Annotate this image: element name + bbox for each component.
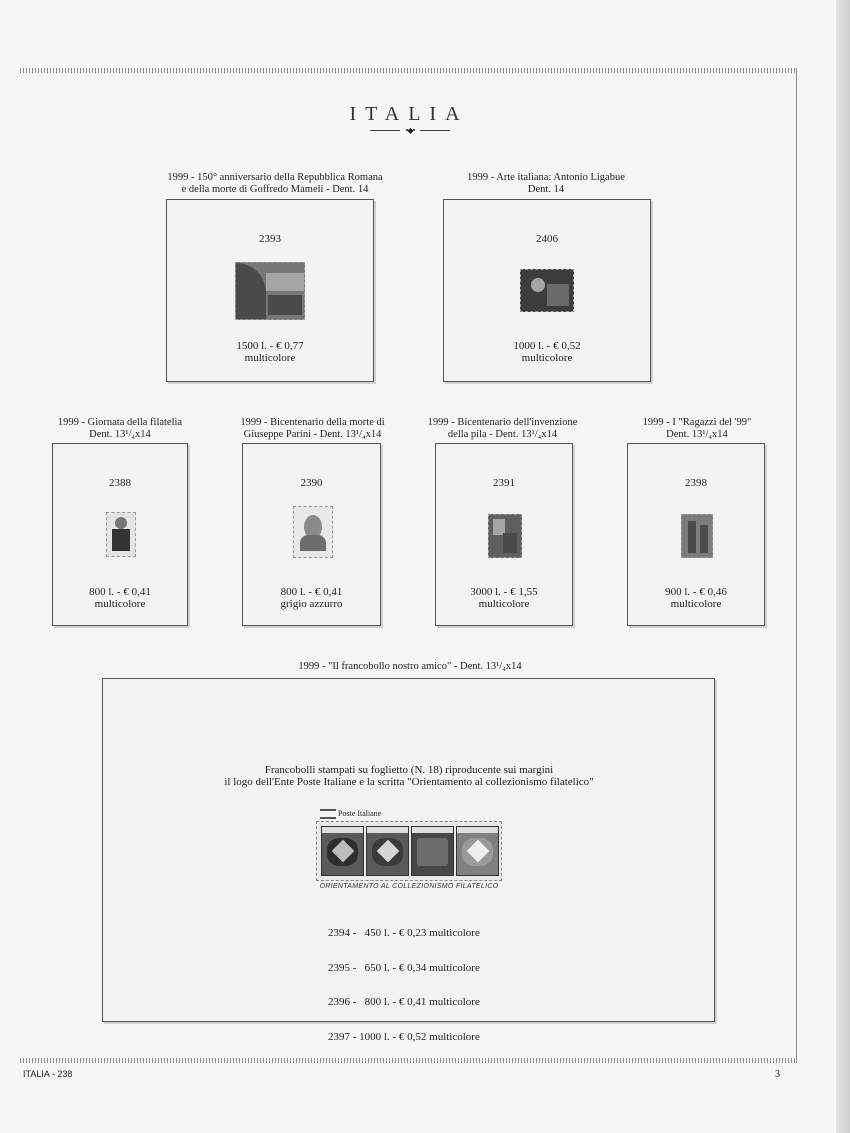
catalogue-number: 2398 [685,477,707,489]
stamp-color: multicolore [244,352,296,364]
minisheet-frame [316,821,502,881]
stamp-value: 3000 l. - € 1,55 [470,586,538,598]
minisheet-stamp [321,826,364,876]
catalogue-number: 2406 [536,233,558,245]
stamp-mount-2388[interactable] [52,443,188,626]
caption-minisheet: 1999 - "Il francobollo nostro amico" - Dent. 13¹/₄x14 [298,661,522,672]
minisheet-description-1: Francobolli stampati su foglietto (N. 18) riproducente sui margini [264,764,554,776]
stamp-value: 800 l. - € 0,41 [280,586,343,598]
stamp-mount-2390[interactable] [242,443,381,626]
catalogue-number: 2390 [300,477,323,489]
bottom-border-pattern [20,1058,797,1063]
page-title: ITALIA [349,103,469,125]
minisheet-description-2: il logo dell'Ente Poste Italiane e la scritta "Orientamento al collezionismo filatelico" [224,776,594,788]
caption-2406: 1999 - Arte italiana: Antonio Ligabue Dent. 14 [467,172,625,195]
stamp-image [106,512,136,557]
right-frame-line [796,68,797,1063]
minisheet-stamp [366,826,409,876]
caption-2393: 1999 - 150° anniversario della Repubblica Romana e della morte di Goffredo Mameli - Dent. 14 [167,172,383,195]
minisheet-stamp [456,826,499,876]
list-item: 2397 - 1000 l. - € 0,52 multicolore [328,1030,480,1043]
stamp-mount-2391[interactable] [435,443,573,626]
stamp-image [235,262,305,320]
caption-2398: 1999 - I "Ragazzi del '99" Dent. 13¹/₄x14 [642,417,752,440]
minisheet-stamp-list [328,905,480,1055]
minisheet-stamp [411,826,454,876]
stamp-color: multicolore [670,598,722,610]
minisheet-image [316,809,502,895]
catalogue-number: 2391 [493,477,515,489]
stamp-value: 1000 l. - € 0,52 [513,340,581,352]
list-item: 2394 - 450 l. - € 0,23 multicolore [328,927,480,939]
stamp-mount-2398[interactable] [627,443,765,626]
stamp-color: multicolore [94,598,146,610]
stamp-value: 1500 l. - € 0,77 [236,340,304,352]
poste-italiane-logo: Poste Italiane [320,809,381,819]
catalogue-number: 2388 [109,477,131,489]
top-border-pattern [20,68,797,73]
stamp-value: 900 l. - € 0,46 [665,586,727,598]
catalogue-number: 2393 [259,233,281,245]
page-edge [836,0,850,1133]
list-item: 2395 - 650 l. - € 0,34 multicolore [328,961,480,974]
stamp-image [520,269,574,312]
stamp-color: multicolore [521,352,573,364]
minisheet-footer-text: ORIENTAMENTO AL COLLEZIONISMO FILATELICO [319,883,499,890]
caption-2388: 1999 - Giornata della filatelia Dent. 13¹/₄x14 [57,417,183,440]
page-footer-label: ITALIA - 238 [23,1069,73,1079]
stamp-color: multicolore [478,598,530,610]
title-ornament: •◆• [370,127,450,135]
caption-2390: 1999 - Bicentenario della morte di Giuseppe Parini - Dent. 13¹/₄x14 [240,417,385,440]
list-item: 2396 - 800 l. - € 0,41 multicolore [328,996,480,1008]
caption-2391: 1999 - Bicentenario dell'invenzione della pila - Dent. 13¹/₄x14 [427,417,578,440]
stamp-color: grigio azzurro [280,598,343,610]
stamp-mount-2406[interactable] [443,199,651,382]
stamp-image [293,506,333,558]
stamp-image [488,514,522,558]
stamp-value: 800 l. - € 0,41 [89,586,151,598]
stamp-image [681,514,713,558]
stamp-mount-2393[interactable] [166,199,374,382]
page-number: 3 [775,1069,780,1080]
